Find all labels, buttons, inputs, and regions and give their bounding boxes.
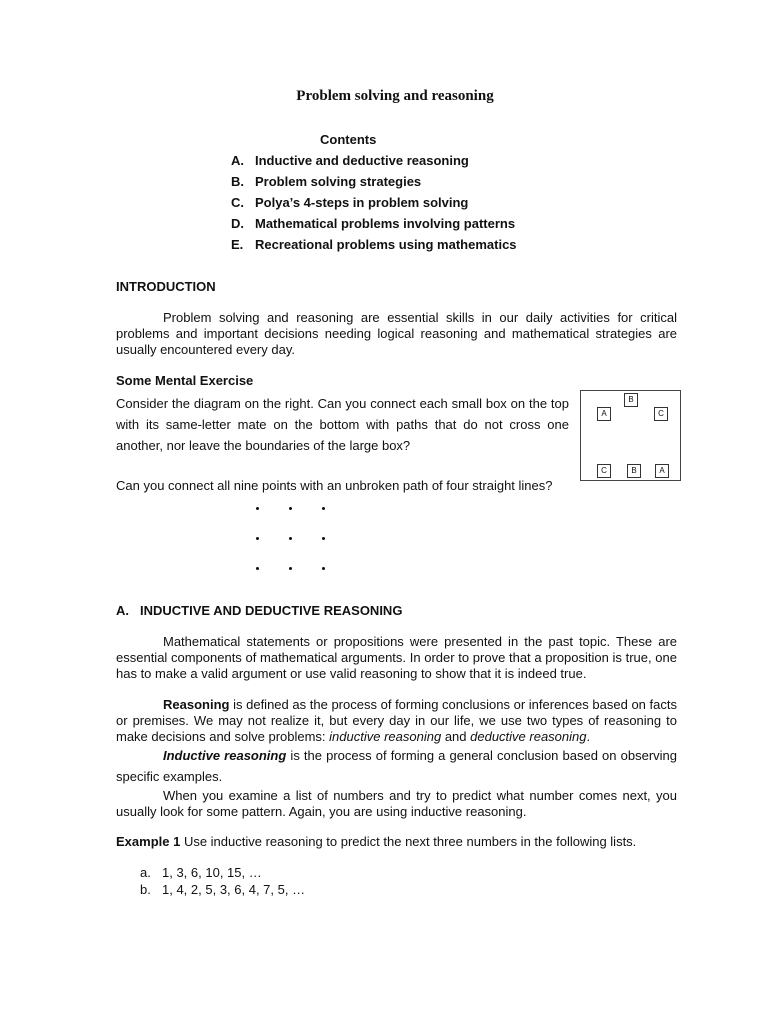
toc-text: Recreational problems using mathematics	[255, 237, 517, 252]
list-item	[140, 864, 305, 881]
toc-item	[231, 215, 517, 236]
list-text: 1, 3, 6, 10, 15, …	[162, 865, 262, 880]
section-a-heading	[116, 603, 402, 618]
introduction-paragraph: Problem solving and reasoning are essential skills in our daily activities for critical problems and important decisions needing logical reasoning and mathematical strategies are usually encountered every day.	[116, 310, 677, 357]
dot	[322, 567, 325, 570]
diagram-bottom-box-c: C	[597, 464, 611, 478]
toc-item	[231, 236, 517, 257]
dot	[289, 537, 292, 540]
list-text: 1, 4, 2, 5, 3, 6, 4, 7, 5, …	[162, 882, 306, 897]
mental-exercise-paragraph: Consider the diagram on the right. Can you connect each small box on the top with its same-letter mate on the bottom with paths that do not cross one another, nor leave the boundaries of the large box?	[116, 396, 569, 453]
example-1	[116, 834, 636, 849]
toc-text: Mathematical problems involving patterns	[255, 216, 516, 231]
list-letter: b.	[140, 882, 151, 897]
diagram-top-box-c: C	[654, 407, 668, 421]
dot	[256, 507, 259, 510]
section-a-paragraph-3	[116, 745, 677, 787]
toc-item	[231, 173, 517, 194]
paragraph-text: is defined as the process of forming conclusions or inferences based on facts or premises. We may not realize it, but every day in our life, we use two types of reasoning to make decisions and solve problems:	[116, 697, 677, 744]
term-inductive: inductive reasoning	[329, 729, 442, 744]
diagram-bottom-box-b: B	[627, 464, 641, 478]
dot	[289, 567, 292, 570]
introduction-heading: INTRODUCTION	[116, 279, 216, 294]
mental-exercise-heading: Some Mental Exercise	[116, 373, 254, 388]
example-text: Use inductive reasoning to predict the next three numbers in the following lists.	[180, 834, 637, 849]
section-a-letter: A.	[116, 603, 129, 618]
page-title: Problem solving and reasoning	[296, 88, 494, 104]
list-item	[140, 881, 305, 898]
example-lists	[140, 864, 305, 898]
paragraph-text: and	[441, 729, 471, 744]
contents-heading: Contents	[320, 132, 377, 147]
dot	[322, 507, 325, 510]
section-a-paragraph-1: Mathematical statements or propositions were presented in the past topic. These are essential components of mathematical arguments. In order to prove that a proposition is true, one has to make a valid argument or use valid reasoning to show that it is indeed true.	[116, 634, 677, 681]
toc-text: Problem solving strategies	[255, 174, 422, 189]
toc-letter: A.	[231, 153, 244, 168]
term-deductive: deductive reasoning	[470, 729, 587, 744]
list-letter: a.	[140, 865, 151, 880]
term-inductive-reasoning: Inductive reasoning	[163, 748, 287, 763]
toc-letter: B.	[231, 174, 244, 189]
table-of-contents	[231, 152, 517, 257]
paragraph-text: .	[586, 729, 591, 744]
toc-letter: C.	[231, 195, 244, 210]
dot	[256, 567, 259, 570]
toc-item	[231, 152, 517, 173]
dot	[289, 507, 292, 510]
example-label: Example 1	[116, 834, 181, 849]
diagram-top-box-a: A	[597, 407, 611, 421]
toc-text: Inductive and deductive reasoning	[255, 153, 469, 168]
section-a-paragraph-2	[116, 697, 677, 745]
section-a-title: INDUCTIVE AND DEDUCTIVE REASONING	[140, 603, 403, 618]
dot	[322, 537, 325, 540]
nine-dots-question: Can you connect all nine points with an unbroken path of four straight lines?	[116, 478, 553, 493]
toc-letter: E.	[231, 237, 244, 252]
section-a-paragraph-4: When you examine a list of numbers and try to predict what number comes next, you usually look for some pattern. Again, you are using inductive reasoning.	[116, 788, 677, 819]
toc-item	[231, 194, 517, 215]
toc-text: Polya’s 4-steps in problem solving	[255, 195, 469, 210]
dot	[256, 537, 259, 540]
toc-letter: D.	[231, 216, 244, 231]
box-connection-diagram	[580, 390, 681, 481]
diagram-top-box-b: B	[624, 393, 638, 407]
diagram-bottom-box-a: A	[655, 464, 669, 478]
paragraph-text: is the process of forming a general conclusion based on observing specific examples.	[116, 748, 677, 784]
term-reasoning: Reasoning	[163, 697, 230, 712]
